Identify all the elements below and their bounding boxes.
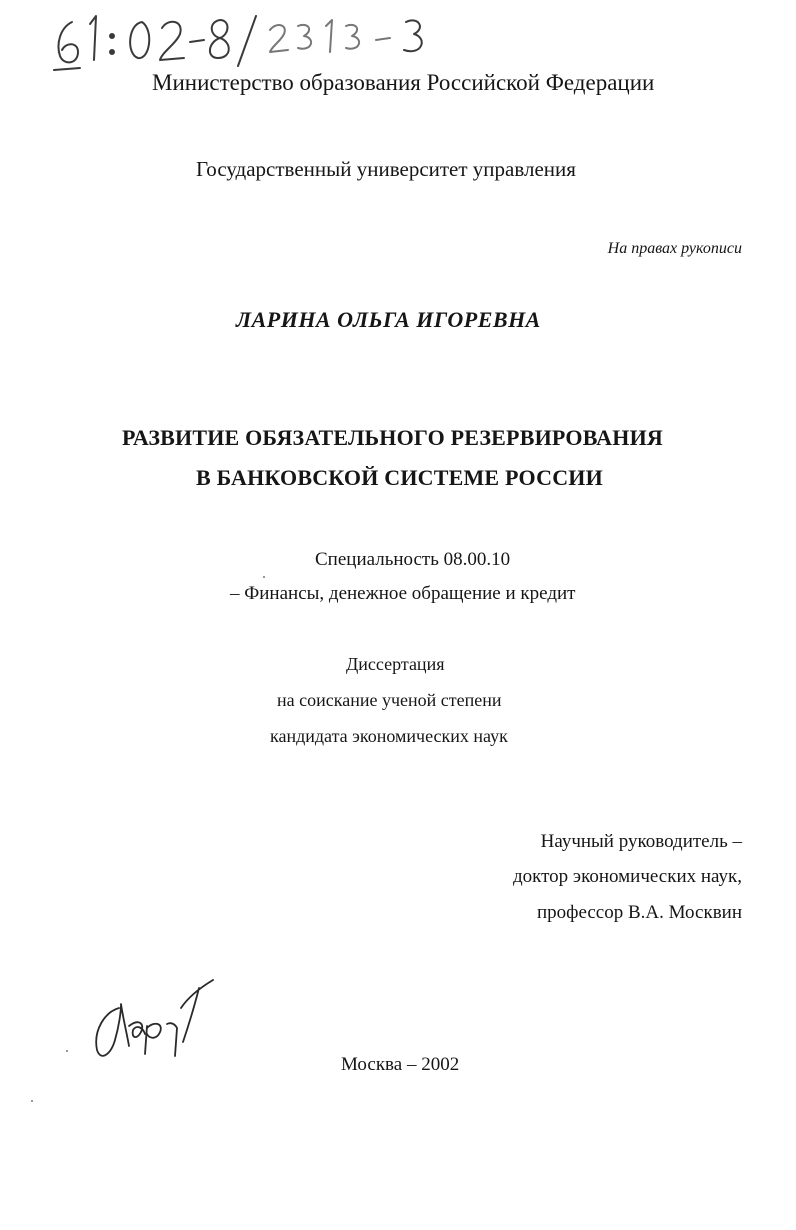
supervisor-label: Научный руководитель – xyxy=(540,831,742,852)
ministry-name: Министерство образования Российской Федерации xyxy=(152,70,655,95)
university-name: Государственный университет управления xyxy=(196,157,576,181)
scan-speck xyxy=(263,576,265,578)
degree-name: кандидата экономических наук xyxy=(270,726,508,746)
supervisor-degree: доктор экономических наук, xyxy=(512,866,742,887)
scan-speck xyxy=(31,1100,33,1102)
degree-purpose: на соискание ученой степени xyxy=(277,690,502,710)
dissertation-title-line-2: В БАНКОВСКОЙ СИСТЕМЕ РОССИИ xyxy=(196,465,603,490)
handwritten-archive-code xyxy=(50,8,490,78)
city-year: Москва – 2002 xyxy=(341,1054,460,1075)
dissertation-title-line-1: РАЗВИТИЕ ОБЯЗАТЕЛЬНОГО РЕЗЕРВИРОВАНИЯ xyxy=(122,425,663,450)
specialty-code: Специальность 08.00.10 xyxy=(315,549,511,570)
author-name: ЛАРИНА ОЛЬГА ИГОРЕВНА xyxy=(236,307,541,332)
scan-speck xyxy=(66,1050,68,1052)
specialty-name: – Финансы, денежное обращение и кредит xyxy=(230,583,576,604)
author-signature xyxy=(85,968,225,1068)
supervisor-name: профессор В.А. Москвин xyxy=(536,902,742,923)
dissertation-label: Диссертация xyxy=(346,654,445,674)
manuscript-note: На правах рукописи xyxy=(607,240,742,257)
